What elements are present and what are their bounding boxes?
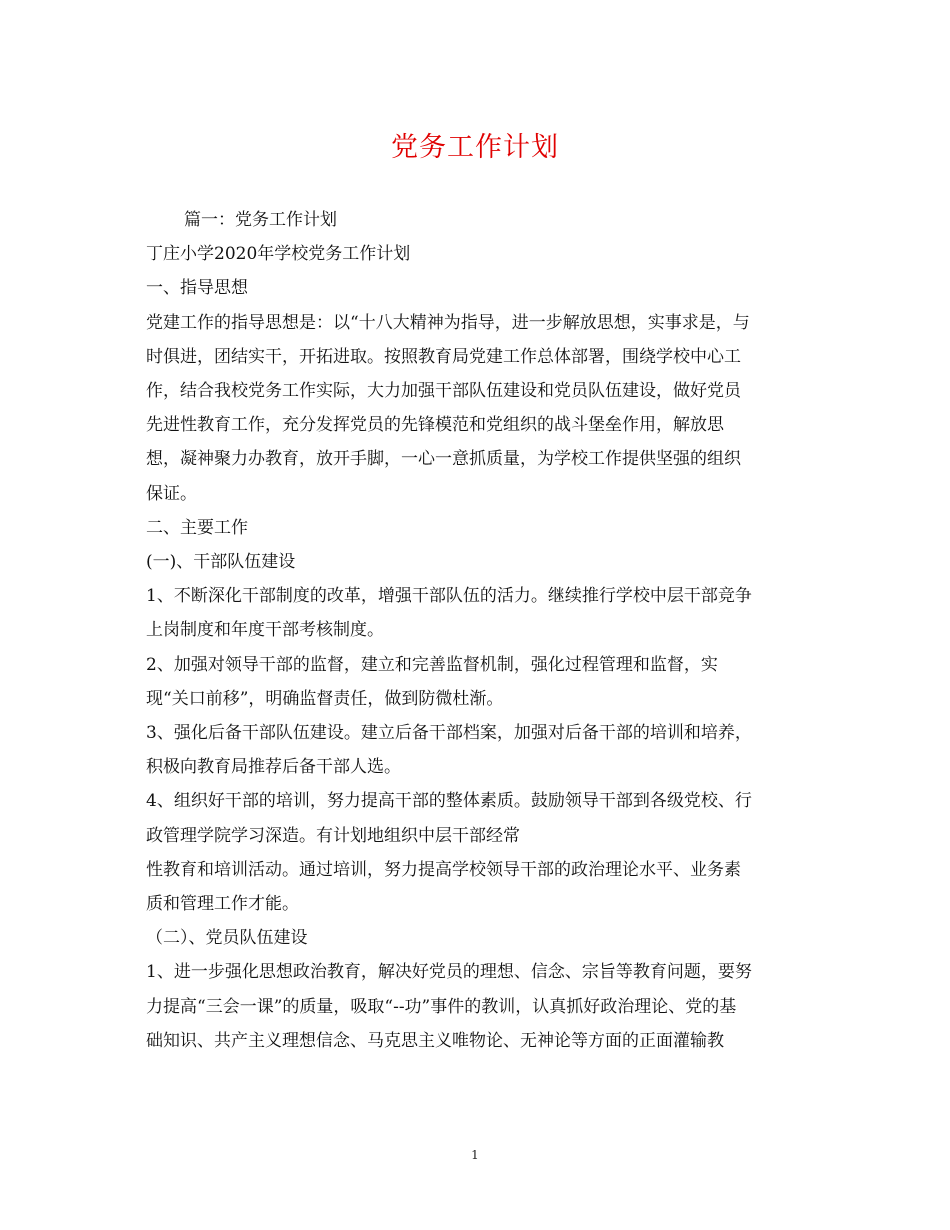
- document-title: 党务工作计划: [391, 132, 559, 163]
- text-line: 3、强化后备干部队伍建设。建立后备干部档案，加强对后备干部的培训和培养，: [146, 723, 752, 744]
- text-line: 党建工作的指导思想是：以“十八大精神为指导，进一步解放思想，实事求是，与: [146, 312, 750, 333]
- text-line: 1、进一步强化思想政治教育，解决好党员的理想、信念、宗旨等教育问题，要努: [146, 962, 752, 983]
- page-number: 1: [471, 1148, 479, 1162]
- text-line: 础知识、共产主义理想信念、马克思主义唯物论、无神论等方面的正面灌输教: [146, 1030, 724, 1051]
- text-line: 先进性教育工作，充分发挥党员的先锋模范和党组织的战斗堡垒作用，解放思: [146, 415, 724, 436]
- text-line: 力提高“三会一课”的质量，吸取“--功”事件的教训，认真抓好政治理论、党的基: [146, 996, 737, 1017]
- text-line: 4、组织好干部的培训，努力提高干部的整体素质。鼓励领导干部到各级党校、行: [146, 791, 752, 812]
- text-line: 政管理学院学习深造。有计划地组织中层干部经常: [146, 825, 520, 846]
- text-line: 2、加强对领导干部的监督，建立和完善监督机制，强化过程管理和监督，实: [146, 654, 718, 675]
- text-line: 作，结合我校党务工作实际，大力加强干部队伍建设和党员队伍建设，做好党员: [146, 381, 741, 402]
- text-line: 上岗制度和年度干部考核制度。: [146, 620, 384, 641]
- document-subtitle: 丁庄小学2020年学校党务工作计划: [146, 244, 411, 265]
- subsection-heading: （二）、党员队伍建设: [146, 928, 308, 949]
- text-line: 1、不断深化干部制度的改革，增强干部队伍的活力。继续推行学校中层干部竞争: [146, 586, 752, 607]
- text-line: 保证。: [146, 483, 197, 504]
- text-line: 时俱进，团结实干，开拓进取。按照教育局党建工作总体部署，围绕学校中心工: [146, 346, 741, 367]
- text-line: 积极向教育局推荐后备干部人选。: [146, 757, 401, 778]
- section-heading: 篇一：党务工作计划: [184, 210, 337, 230]
- document-body: [146, 203, 810, 1058]
- text-line: 现“关口前移”，明确监督责任，做到防微杜渐。: [146, 688, 504, 709]
- text-line: 质和管理工作才能。: [146, 894, 299, 915]
- section-heading: 一、指导思想: [146, 278, 248, 299]
- text-line: 想，凝神聚力办教育，放开手脚，一心一意抓质量，为学校工作提供坚强的组织: [146, 449, 741, 470]
- subsection-heading: (一)、干部队伍建设: [146, 552, 296, 573]
- text-line: 性教育和培训活动。通过培训，努力提高学校领导干部的政治理论水平、业务素: [146, 859, 741, 880]
- section-heading: 二、主要工作: [146, 517, 248, 538]
